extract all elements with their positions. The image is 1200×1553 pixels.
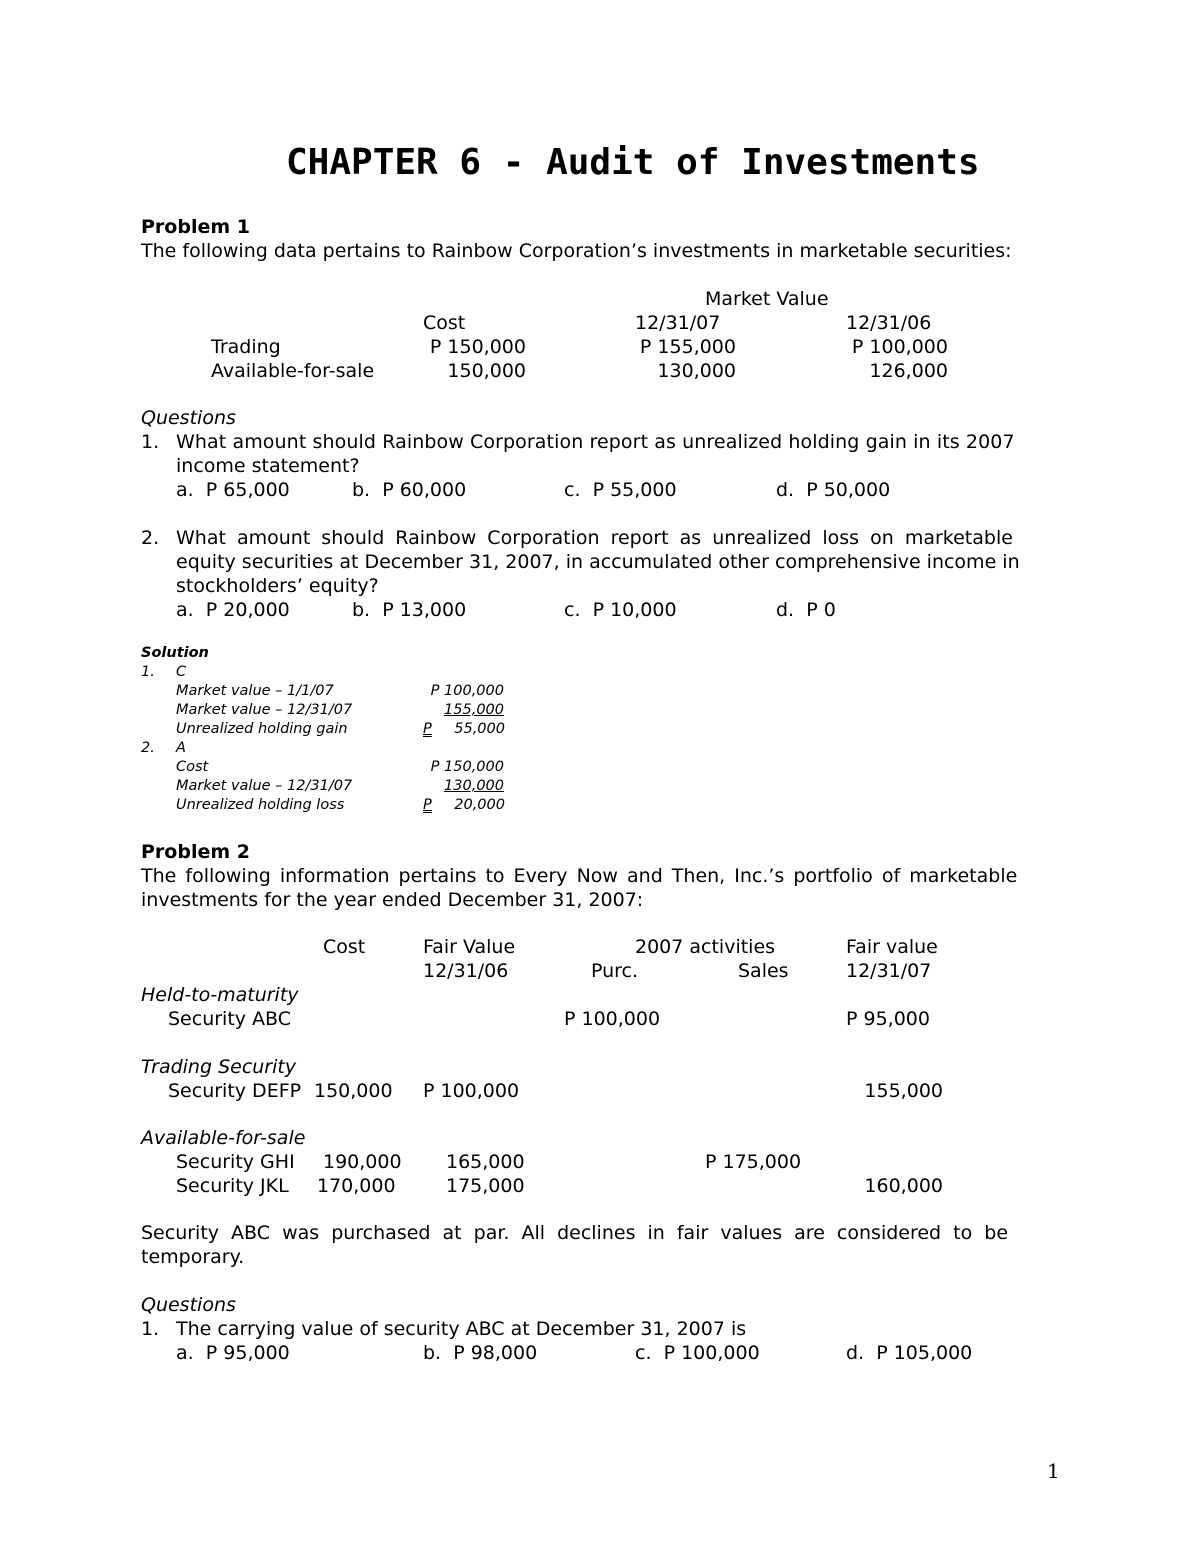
solution-line-label: Unrealized holding loss (176, 797, 345, 813)
cell-cost: 150,000 (314, 1080, 393, 1102)
question-number: 2. (141, 527, 160, 549)
cell-cost: 190,000 (323, 1151, 402, 1173)
header-12-31-06: 12/31/06 (846, 312, 932, 334)
problem2-intro: The following information pertains to Every Now and Then, Inc.’s portfolio of marketable (141, 865, 1018, 887)
row-label: Security JKL (176, 1175, 289, 1197)
choice-b: b. P 13,000 (352, 599, 467, 621)
problem2-note: temporary. (141, 1246, 245, 1268)
group-name: Held-to-maturity (141, 984, 299, 1006)
cell-fv06: 165,000 (446, 1151, 525, 1173)
solution-line-value: P 150,000 (430, 759, 504, 775)
cell-cost: P 150,000 (429, 336, 526, 358)
header-fv2-date: 12/31/07 (846, 960, 932, 982)
cell-mv07: P 155,000 (639, 336, 736, 358)
question-text: What amount should Rainbow Corporation report as unrealized holding gain in its 2007 (176, 431, 1015, 453)
cell-mv06: P 100,000 (851, 336, 948, 358)
question-text: income statement? (176, 455, 360, 477)
solution-line-total: P 20,000 (423, 797, 505, 813)
header-purc: Purc. (591, 960, 639, 982)
solution-answer: C (176, 664, 187, 680)
question-text: What amount should Rainbow Corporation report as unrealized loss on marketable (176, 527, 1013, 549)
choice-c: c. P 10,000 (564, 599, 677, 621)
header-fair-value-2: Fair value (846, 936, 938, 958)
page-title: CHAPTER 6 - Audit of Investments (286, 142, 980, 183)
header-cost: Cost (323, 936, 366, 958)
cell-purc: P 100,000 (564, 1008, 661, 1030)
cell-fv07: P 95,000 (846, 1008, 930, 1030)
row-label: Trading (211, 336, 281, 358)
row-label: Security DEFP (168, 1080, 302, 1102)
question-number: 1. (141, 431, 160, 453)
choice-a: a. P 65,000 (176, 479, 290, 501)
choice-b: b. P 98,000 (423, 1342, 538, 1364)
row-label: Security GHI (176, 1151, 295, 1173)
question-text: The carrying value of security ABC at December 31, 2007 is (176, 1318, 747, 1340)
question-number: 1. (141, 1318, 160, 1340)
cell-cost: 150,000 (447, 360, 526, 382)
solution-line-label: Cost (176, 759, 209, 775)
cell-mv07: 130,000 (657, 360, 736, 382)
header-activities: 2007 activities (635, 936, 776, 958)
choice-b: b. P 60,000 (352, 479, 467, 501)
header-12-31-07: 12/31/07 (635, 312, 721, 334)
solution-line-label: Market value – 12/31/07 (176, 702, 353, 718)
market-value-header: Market Value (705, 288, 829, 310)
problem2-note: Security ABC was purchased at par. All declines in fair values are considered to be (141, 1222, 1009, 1244)
solution-label: Solution (141, 645, 209, 661)
cell-sales: P 175,000 (705, 1151, 802, 1173)
cell-fv06: P 100,000 (423, 1080, 520, 1102)
choice-a: a. P 20,000 (176, 599, 290, 621)
solution-line-label: Unrealized holding gain (176, 721, 348, 737)
questions-label: Questions (141, 407, 236, 429)
solution-line-value: 155,000 (444, 702, 504, 718)
problem1-intro: The following data pertains to Rainbow Corporation’s investments in marketable securities: (141, 240, 1012, 262)
header-fair-value: Fair Value (423, 936, 516, 958)
question-text: stockholders’ equity? (176, 575, 379, 597)
solution-number: 1. (141, 664, 155, 680)
solution-line-label: Market value – 12/31/07 (176, 778, 353, 794)
solution-line-label: Market value – 1/1/07 (176, 683, 334, 699)
question-text: equity securities at December 31, 2007, in accumulated other comprehensive income in (176, 551, 1020, 573)
cell-fv07: 155,000 (864, 1080, 943, 1102)
choice-c: c. P 55,000 (564, 479, 677, 501)
problem1-heading: Problem 1 (141, 216, 250, 238)
choice-d: d. P 0 (776, 599, 836, 621)
choice-c: c. P 100,000 (635, 1342, 760, 1364)
header-sales: Sales (738, 960, 789, 982)
cell-mv06: 126,000 (869, 360, 948, 382)
solution-number: 2. (141, 740, 155, 756)
choice-a: a. P 95,000 (176, 1342, 290, 1364)
solution-line-value: 130,000 (444, 778, 504, 794)
cell-fv06: 175,000 (446, 1175, 525, 1197)
solution-line-total: P 55,000 (423, 721, 505, 737)
group-name: Available-for-sale (141, 1127, 306, 1149)
cell-cost: 170,000 (317, 1175, 396, 1197)
row-label: Security ABC (168, 1008, 292, 1030)
solution-answer: A (176, 740, 186, 756)
header-cost: Cost (423, 312, 466, 334)
choice-d: d. P 50,000 (776, 479, 891, 501)
cell-fv07: 160,000 (864, 1175, 943, 1197)
choice-d: d. P 105,000 (846, 1342, 973, 1364)
solution-line-value: P 100,000 (430, 683, 504, 699)
page-number: 1 (1047, 1459, 1060, 1483)
group-name: Trading Security (141, 1056, 297, 1078)
questions-label: Questions (141, 1294, 236, 1316)
problem2-heading: Problem 2 (141, 841, 250, 863)
problem2-intro: investments for the year ended December 31, 2007: (141, 889, 644, 911)
row-label: Available-for-sale (211, 360, 375, 382)
header-fv-date: 12/31/06 (423, 960, 509, 982)
